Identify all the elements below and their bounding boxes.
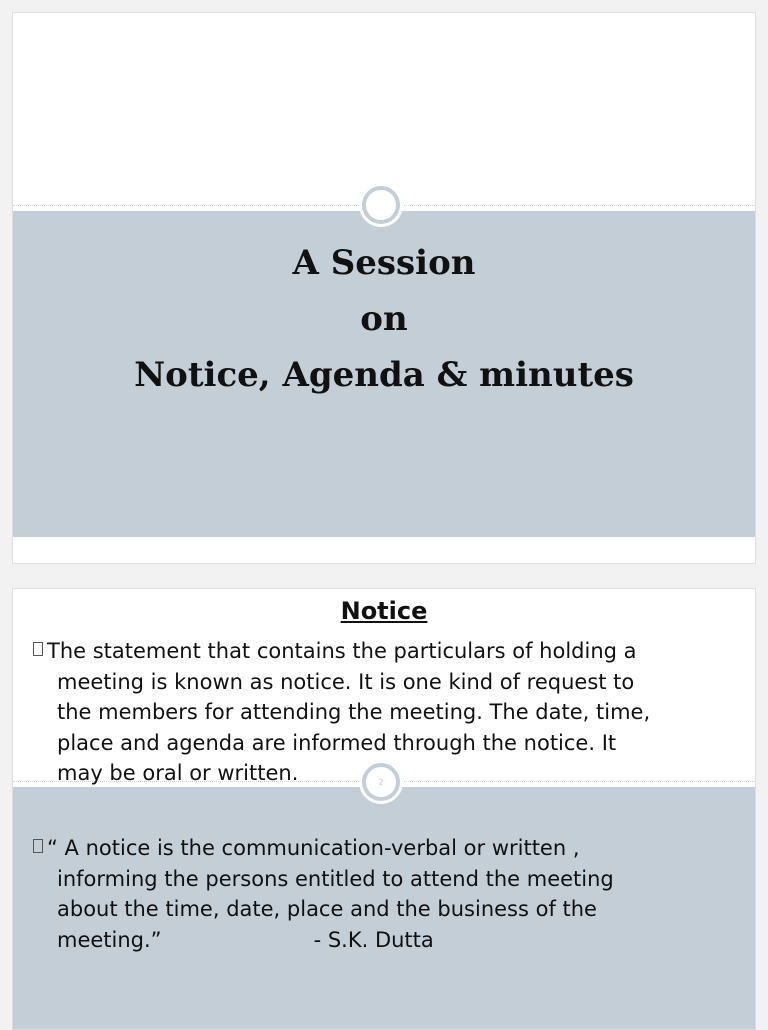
bullet2-line-3: about the time, date, place and the business of the (57, 897, 597, 921)
title-line-1: A Session (292, 243, 476, 283)
bullet1-line-3: the members for attending the meeting. The date, time, (57, 700, 651, 724)
bullet1-line-2: meeting is known as notice. It is one kind of request to (57, 669, 635, 694)
title-slide (12, 12, 756, 564)
quote-author: - S.K. Dutta (313, 927, 434, 952)
bullet1-line-1: The statement that contains the particulars of holding a (47, 639, 637, 663)
bullet2-line-2: informing the persons entitled to attend the meeting (57, 866, 614, 891)
notice-slide (12, 588, 756, 1030)
slide-title (13, 235, 755, 403)
bullet2-line-4: meeting.” (57, 927, 162, 952)
bullet-marker-icon (33, 642, 43, 656)
bullet1-line-5: may be oral or written. (57, 761, 299, 785)
title-line-3: Notice, Agenda & minutes (134, 355, 634, 395)
notice-definition-bullet (33, 636, 733, 789)
notice-heading: Notice (340, 597, 428, 625)
slide-ring-marker (362, 186, 400, 224)
notice-quote-bullet (33, 833, 733, 955)
title-line-2: on (360, 299, 408, 339)
bullet1-line-4: place and agenda are informed through the notice. It (57, 730, 617, 755)
bullet-marker-icon (33, 839, 43, 853)
page-number: 2 (378, 777, 384, 787)
bullet2-line-1: “ A notice is the communication-verbal or written , (47, 836, 580, 860)
